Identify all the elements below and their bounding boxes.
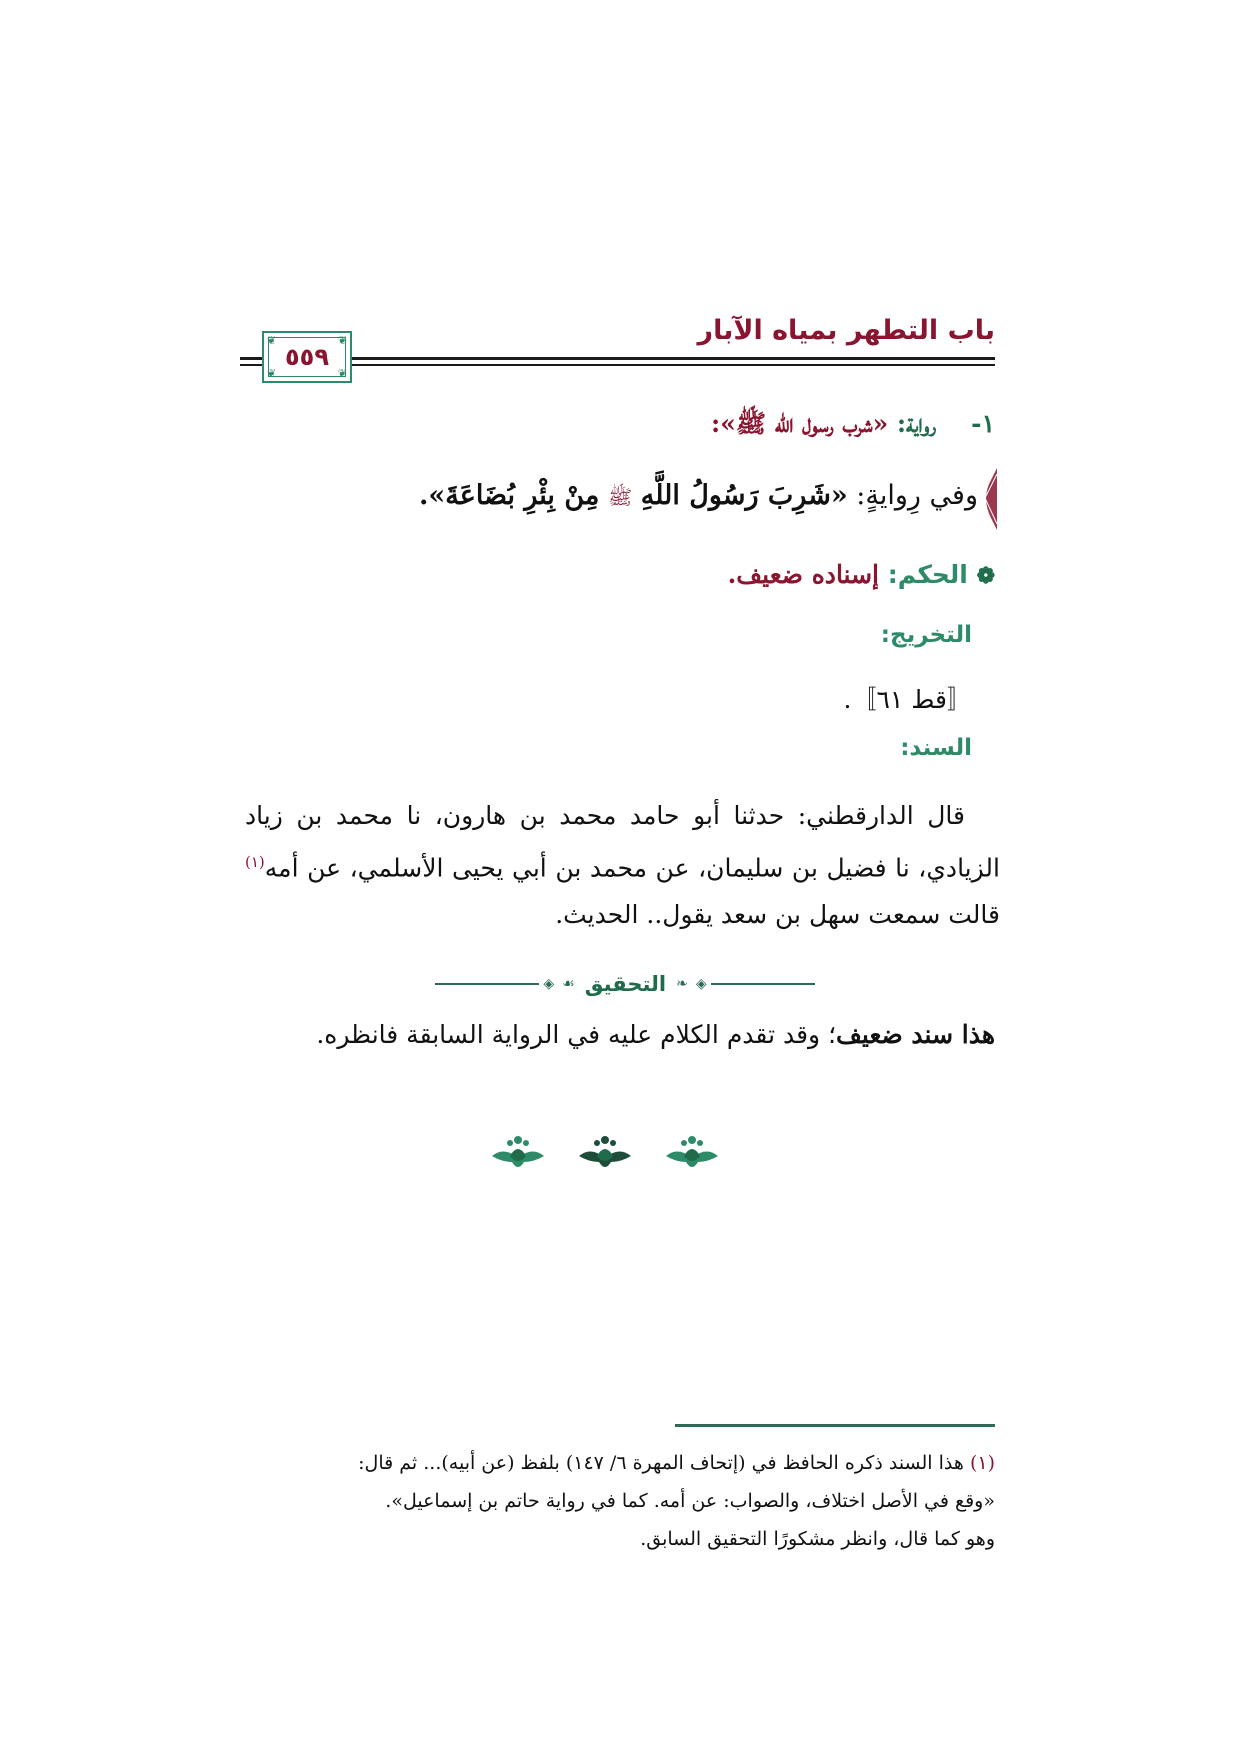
scroll-ornament-icon: ◈ [543, 976, 555, 992]
verdict-text: ؛ وقد تقدم الكلام عليه في الرواية السابقة فانظره. [316, 1020, 837, 1049]
scroll-ornament-icon: ◈ [695, 976, 707, 992]
tahqiq-divider [435, 966, 815, 1002]
variant-prefix: وفي رِوايةٍ: [856, 480, 978, 511]
divider-bar [435, 983, 539, 985]
footnote-line: «وقع في الأصل اختلاف، والصواب: عن أمه. كما في رواية حاتم بن إسماعيل». [385, 1490, 995, 1512]
footnote-reference[interactable]: (١) [245, 853, 265, 871]
frame-corner-icon: ❦ [337, 367, 347, 380]
scroll-ornament-icon: ❧ [676, 976, 688, 992]
verdict-line [316, 1020, 995, 1049]
page-number: ٥٥٩ [285, 343, 329, 371]
corner-ornament-icon [981, 468, 997, 530]
variant-text-b: مِنْ بِئْرِ بُضَاعَةَ». [418, 480, 600, 511]
variant-narration [419, 480, 978, 514]
frame-corner-icon: ❦ [267, 334, 277, 347]
entry-heading [711, 408, 995, 445]
sanad-text: قال الدارقطني: حدثنا أبو حامد محمد بن هارون، نا محمد بن زياد الزيادي، نا فضيل بن سليمان، عن محمد بن أبي يحيى الأسلمي، عن أمه [245, 801, 1000, 883]
lotus-ornament-icon [664, 1132, 720, 1172]
page-number-frame [262, 331, 352, 383]
frame-corner-icon: ❦ [337, 334, 347, 347]
footnote-number: (١) [969, 1452, 995, 1474]
scroll-ornament-icon: ☙ [562, 976, 575, 992]
variant-text-a: «شَرِبَ رَسُولُ اللَّهِ [640, 480, 848, 511]
footnote-line: وهو كما قال، وانظر مشكورًا التحقيق السابق. [640, 1528, 995, 1550]
verdict-bold: هذا سند ضعيف [836, 1020, 995, 1049]
ruling-line [728, 560, 995, 589]
header-rule-thin [240, 364, 995, 366]
salla-glyph: ﷺ [607, 485, 633, 509]
entry-heading-label: رواية: [896, 409, 937, 438]
footnote-line: هذا السند ذكره الحافظ في (إتحاف المهرة ٦/ ١٤٧) بلفظ (عن أبيه)... ثم قال: [358, 1452, 970, 1474]
sanad-text-end: قالت سمعت سهل بن سعد يقول.. الحديث. [555, 900, 1000, 930]
footnote-block [235, 1444, 995, 1558]
takhrij-label: التخريج: [880, 622, 972, 648]
sanad-label: السند: [900, 735, 972, 761]
lotus-ornament-icon [490, 1132, 546, 1172]
sanad-paragraph [245, 792, 1000, 938]
section-end-ornaments [490, 1130, 720, 1174]
ruling-label: الحكم: [887, 560, 968, 589]
header-rule-bold [240, 357, 995, 360]
frame-corner-icon: ❦ [267, 367, 277, 380]
running-title: باب التطهر بمياه الآبار [697, 315, 995, 346]
tahqiq-label: التحقيق [584, 972, 667, 996]
lotus-ornament-icon [577, 1132, 633, 1172]
ruling-value: إسناده ضعيف. [727, 560, 879, 589]
divider-bar [711, 983, 815, 985]
flower-rosette-icon: ❁ [976, 563, 995, 589]
entry-heading-quote: «شرب رسول الله ﷺ»: [711, 409, 889, 438]
entry-number: ١- [971, 409, 995, 438]
takhrij-reference: 〚قط ٦١〛. [843, 685, 972, 714]
footnote-rule [675, 1424, 995, 1427]
